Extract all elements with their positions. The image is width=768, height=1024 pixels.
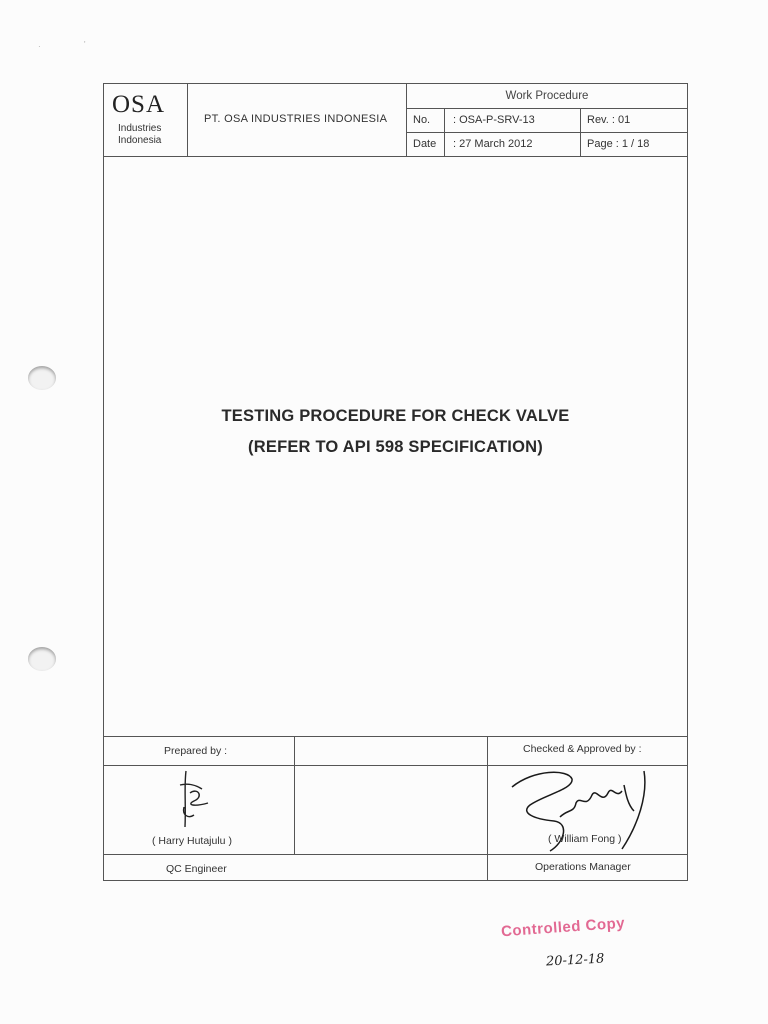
punch-hole xyxy=(28,647,56,671)
punch-hole xyxy=(28,366,56,390)
doc-date: : 27 March 2012 xyxy=(453,138,533,150)
preparer-role: QC Engineer xyxy=(166,863,227,875)
date-row xyxy=(407,133,687,156)
company-logo xyxy=(104,84,188,156)
stamp-date: 20-12-18 xyxy=(545,951,605,970)
logo-line-1: Industries xyxy=(118,123,162,134)
date-label: Date xyxy=(413,138,437,150)
approver-name: ( William Fong ) xyxy=(548,833,622,845)
document-header xyxy=(104,84,687,157)
prepared-by-label: Prepared by : xyxy=(164,745,228,757)
scan-speck: · xyxy=(38,42,41,51)
document-title: TESTING PROCEDURE FOR CHECK VALVE xyxy=(221,407,570,425)
preparer-name: ( Harry Hutajulu ) xyxy=(152,835,232,847)
no-label: No. xyxy=(413,114,431,126)
controlled-copy-stamp: Controlled Copy xyxy=(500,914,626,941)
document-page xyxy=(103,83,688,881)
company-name: PT. OSA INDUSTRIES INDONESIA xyxy=(204,113,388,125)
document-subtitle: (REFER TO API 598 SPECIFICATION) xyxy=(248,438,543,456)
page-number: Page : 1 / 18 xyxy=(587,138,650,150)
approver-signature xyxy=(504,765,664,865)
company-cell xyxy=(188,84,407,156)
logo-line-2: Indonesia xyxy=(118,135,162,146)
scan-speck: ' xyxy=(84,40,86,49)
doc-number-row xyxy=(407,109,687,133)
approver-role: Operations Manager xyxy=(535,861,631,873)
revision: Rev. : 01 xyxy=(587,114,631,126)
signoff-table xyxy=(104,736,687,881)
document-type: Work Procedure xyxy=(407,84,687,109)
checked-approved-label: Checked & Approved by : xyxy=(523,743,642,755)
doc-number: : OSA-P-SRV-13 xyxy=(453,114,535,126)
logo-text: OSA xyxy=(112,91,166,118)
